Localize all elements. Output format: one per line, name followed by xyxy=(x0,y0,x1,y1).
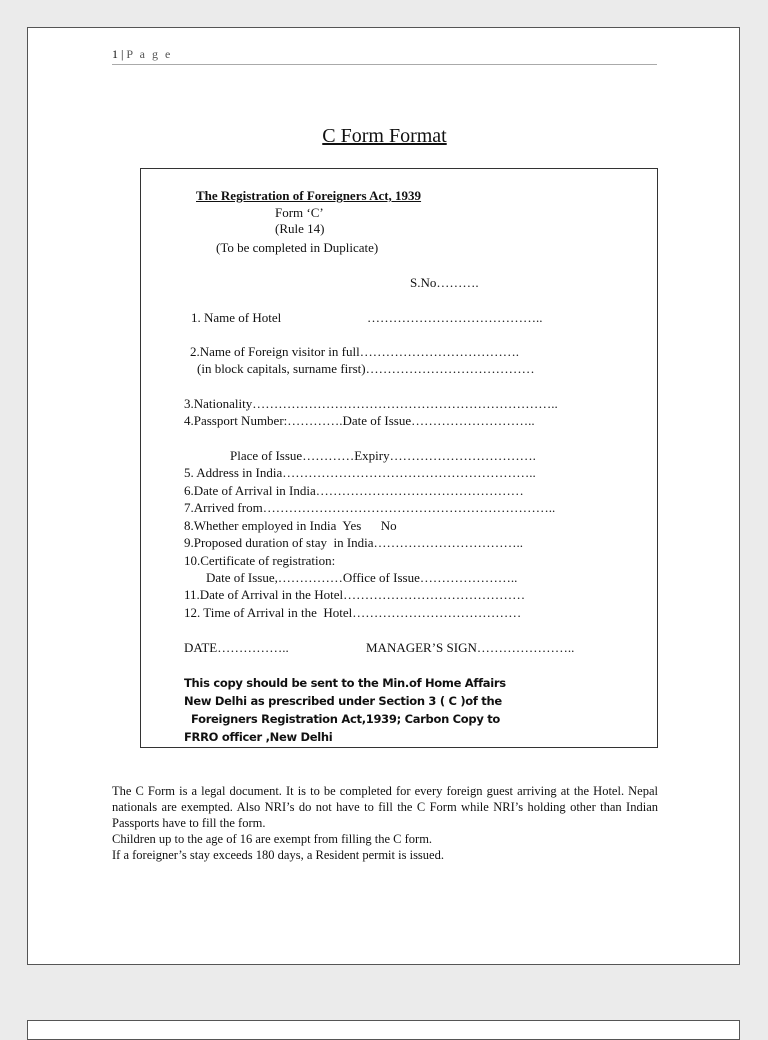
page-title: C Form Format xyxy=(322,125,447,147)
stay-duration-field: 9.Proposed duration of stay in India…………………………….. xyxy=(184,535,524,550)
page-header xyxy=(112,46,657,65)
form-label: Form ‘C’ xyxy=(275,205,324,220)
note-line: Foreigners Registration Act,1939; Carbon Copy to xyxy=(191,712,501,726)
address-field: 5. Address in India………………………………………………….. xyxy=(184,465,536,480)
visitor-name-note: (in block capitals, surname first)………………………………… xyxy=(197,361,535,376)
certificate-details-field: Date of Issue,……………Office of Issue………………….. xyxy=(206,570,518,585)
hotel-name-label: 1. Name of Hotel xyxy=(191,310,282,325)
hotel-arrival-time-field: 12. Time of Arrival in the Hotel………………………………… xyxy=(184,605,522,620)
manager-sign-field: MANAGER’S SIGN………………….. xyxy=(366,640,575,655)
note-line: FRRO officer ,New Delhi xyxy=(184,730,333,744)
c-form-box xyxy=(140,168,658,748)
visitor-name-field: 2.Name of Foreign visitor in full………………………………. xyxy=(190,344,519,359)
passport-field: 4.Passport Number:………….Date of Issue……………………….. xyxy=(184,413,535,428)
nationality-field: 3.Nationality…………………………………………………………….. xyxy=(184,396,558,411)
document-page xyxy=(27,27,740,965)
description-paragraph: Children up to the age of 16 are exempt from filling the C form. xyxy=(112,832,433,846)
act-title: The Registration of Foreigners Act, 1939 xyxy=(196,188,422,203)
rule-label: (Rule 14) xyxy=(275,221,325,236)
description-paragraph: The C Form is a legal document. It is to be completed for every foreign guest arriving at the Hotel. Nepal nationals are exempted. Also NRI’s do not have to fill the C Form while NRI’s holding other than Indian Passports have to fill the form. xyxy=(112,784,658,830)
date-field: DATE…………….. xyxy=(184,640,289,655)
description-paragraph: If a foreigner’s stay exceeds 180 days, a Resident permit is issued. xyxy=(112,848,444,862)
place-of-issue-field: Place of Issue…………Expiry……………………………. xyxy=(230,448,536,463)
hotel-name-field: ………………………………….. xyxy=(367,310,543,325)
page-separator: | xyxy=(121,47,124,61)
description xyxy=(112,783,658,863)
serial-number-field: S.No………. xyxy=(410,275,479,290)
page-number: 1 xyxy=(112,47,118,61)
page-word: P a g e xyxy=(126,47,173,61)
employed-field: 8.Whether employed in India Yes No xyxy=(184,518,397,533)
note-line: This copy should be sent to the Min.of Home Affairs xyxy=(184,676,506,690)
next-page xyxy=(27,1020,740,1040)
arrival-date-field: 6.Date of Arrival in India………………………………………… xyxy=(184,483,524,498)
note-line: New Delhi as prescribed under Section 3 ( C )of the xyxy=(184,694,502,708)
hotel-arrival-date-field: 11.Date of Arrival in the Hotel…………………………………… xyxy=(184,587,526,602)
arrived-from-field: 7.Arrived from………………………………………………………….. xyxy=(184,500,556,515)
certificate-field: 10.Certificate of registration: xyxy=(184,553,336,568)
instruction-label: (To be completed in Duplicate) xyxy=(216,240,379,255)
